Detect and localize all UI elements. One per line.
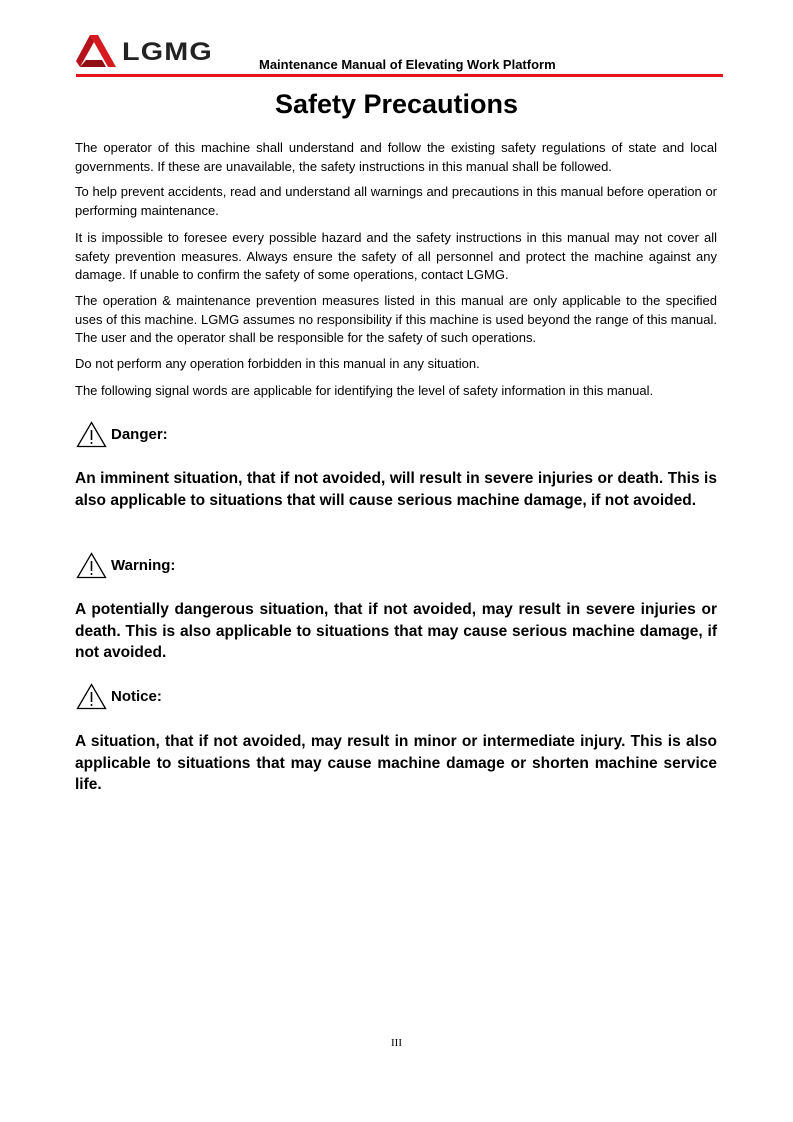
lgmg-logo-icon: [76, 35, 116, 69]
signal-description: A situation, that if not avoided, may result in minor or intermediate injury. This is also applicable to situations that may cause machine damage or shorten machine service life.: [75, 733, 717, 793]
document-header-title: Maintenance Manual of Elevating Work Platform: [259, 57, 556, 72]
signal-label: Danger:: [111, 426, 168, 443]
paragraph: The following signal words are applicable for identifying the level of safety information in this manual.: [75, 383, 654, 398]
warning-triangle-icon: [76, 683, 107, 710]
signal-heading-danger: [76, 421, 168, 448]
signal-heading-notice: [76, 683, 162, 710]
signal-label: Warning:: [111, 557, 176, 574]
signal-label: Notice:: [111, 688, 162, 705]
page-number: III: [391, 1037, 402, 1049]
warning-triangle-icon: [76, 552, 107, 579]
header-divider: [76, 74, 723, 77]
page-title: Safety Precautions: [274, 89, 519, 119]
paragraph: It is impossible to foresee every possible hazard and the safety instructions in this manual may not cover all safety prevention measures. Always ensure the safety of all personnel and protect the machine against any damage. If unable to confirm the safety of some operations, contact LGMG.: [75, 230, 717, 282]
paragraph: The operator of this machine shall understand and follow the existing safety regulations of state and local governments. If these are unavailable, the safety instructions in this manual shall be followed.: [75, 140, 717, 174]
lgmg-logo: [76, 35, 213, 69]
signal-description: An imminent situation, that if not avoided, will result in severe injuries or death. This is also applicable to situations that will cause serious machine damage, if not avoided.: [75, 470, 717, 509]
paragraph: The operation & maintenance prevention measures listed in this manual are only applicable to the specified uses of this machine. LGMG assumes no responsibility if this machine is used beyond the range of this manual. The user and the operator shall be responsible for the safety of such operations.: [75, 293, 717, 345]
signal-heading-warning: [76, 552, 175, 579]
paragraph: Do not perform any operation forbidden in this manual in any situation.: [75, 356, 480, 371]
warning-triangle-icon: [76, 421, 107, 448]
paragraph: To help prevent accidents, read and understand all warnings and precautions in this manual before operation or performing maintenance.: [75, 184, 717, 218]
signal-description: A potentially dangerous situation, that if not avoided, may result in severe injuries or death. This is also applicable to situations that may cause serious machine damage, if not avoided.: [75, 601, 717, 661]
logo-text: LGMG: [122, 37, 213, 66]
